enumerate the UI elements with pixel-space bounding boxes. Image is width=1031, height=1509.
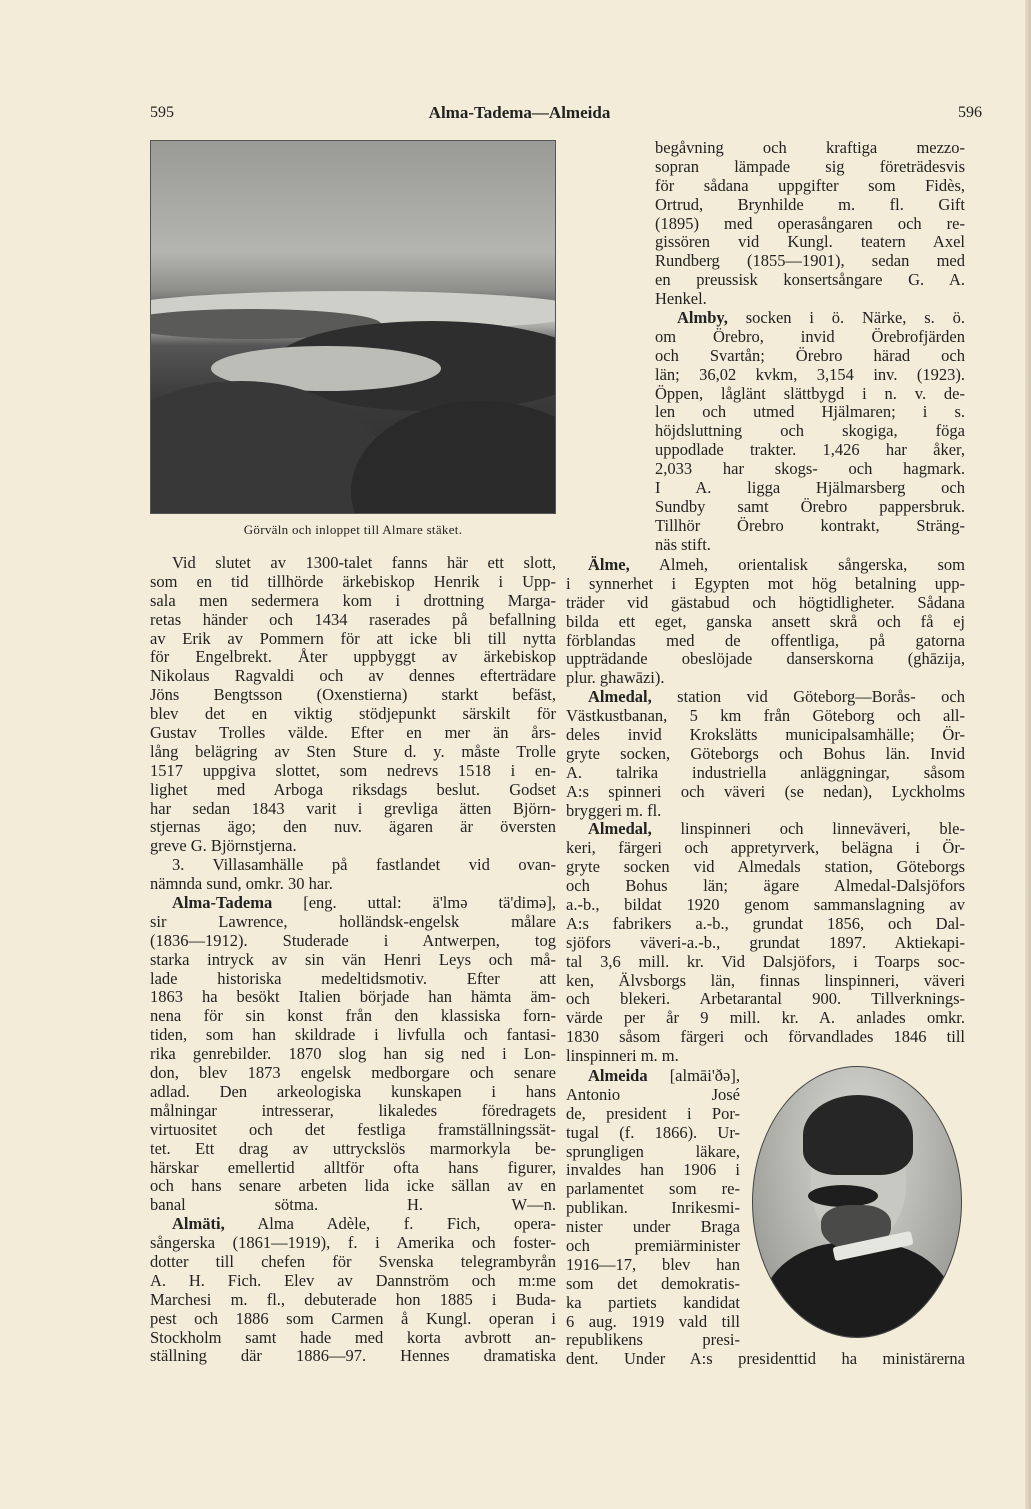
text-line [655, 215, 965, 234]
text-line [566, 1313, 740, 1332]
text-line [566, 707, 965, 726]
text-line [150, 648, 556, 667]
text-line [150, 913, 556, 932]
text-line [566, 1086, 740, 1105]
text-line [150, 781, 556, 800]
line-text: nämnda sund, omkr. 30 har. [150, 875, 333, 894]
line-text: Sundby samt Örebro pappersbruk. [655, 497, 965, 516]
line-text: och hans senare arbeten lida icke sällan av en [150, 1177, 556, 1196]
text-line [150, 1045, 556, 1064]
entry-first-line [566, 688, 965, 707]
text-line [566, 594, 965, 613]
page-number-right: 596 [958, 104, 982, 121]
line-text: lade historiska medeltidsmotiv. Efter att [150, 969, 556, 988]
text-line [566, 802, 965, 821]
line-text: parlamentet som re- [566, 1180, 740, 1199]
text-line [566, 783, 965, 802]
line-text: don, blev 1873 engelsk medborgare och senare [150, 1064, 556, 1083]
line-text: dent. Under A:s presidenttid ha ministärerna [566, 1350, 965, 1368]
text-line [150, 951, 556, 970]
line-text: virtuositet och det festliga framställningssät- [150, 1120, 556, 1139]
entry-first-line [150, 1215, 556, 1234]
text-line [566, 934, 965, 953]
page-edge [1025, 0, 1031, 1509]
line-text: för Engelbrekt. Åter uppbyggt av ärkebiskop [150, 648, 556, 667]
text-line [655, 536, 965, 555]
line-text: A:s spinneri och väveri (se nedan), Lyckholms [566, 782, 965, 801]
text-line [150, 1140, 556, 1159]
line-text: nena för sin konst från den klassiska forn- [150, 1007, 556, 1026]
line-text: näs stift. [655, 535, 711, 554]
text-line [566, 764, 965, 783]
line-text: Nikolaus Ragvaldi och av dennes efterträdare [150, 667, 556, 686]
line-text: 1830 såsom färgeri och förvandlades 1846 till [566, 1028, 965, 1047]
text-line [150, 611, 556, 630]
line-text: Vid slutet av 1300-talet fanns här ett slott, [172, 554, 556, 572]
text-line [150, 1121, 556, 1140]
text-line [566, 1028, 965, 1047]
text-line [655, 366, 965, 385]
line-text: har sedan 1843 varit i grevliga ätten Björn- [150, 799, 556, 818]
line-text: om Örebro, invid Örebrofjärden [655, 327, 965, 346]
text-line [150, 932, 556, 951]
running-title: Alma-Tadema—Almeida [428, 103, 611, 122]
line-text: värde per år 9 mill. kr. A. anlades omkr. [566, 1009, 965, 1028]
line-text: Västkustbanan, 5 km från Göteborg och all- [566, 707, 965, 726]
text-line [566, 1350, 965, 1369]
line-text: (1836—1912). Studerade i Antwerpen, tog [150, 931, 556, 950]
text-line [566, 1237, 740, 1256]
text-line [150, 705, 556, 724]
entry-first-line [566, 1067, 740, 1086]
text-line [150, 1064, 556, 1083]
line-text: Jöns Bengtsson (Oxenstierna) starkt befäst, [150, 686, 556, 705]
text-line [150, 875, 556, 894]
text-line [566, 613, 965, 632]
line-text: begåvning och kraftiga mezzo- [655, 139, 965, 157]
text-line [566, 1218, 740, 1237]
text-line [150, 818, 556, 837]
text-line [566, 1124, 740, 1143]
line-text: bilda ett eget, ganska ansett skrå och få ej [566, 612, 965, 631]
line-text: gryte socken vid Almedals station, Göteborgs [566, 858, 965, 877]
text-line [566, 972, 965, 991]
text-line [150, 573, 556, 592]
line-text: linspinneri och linneväveri, ble- [651, 820, 965, 839]
text-line [566, 1180, 740, 1199]
line-text: (1895) med operasångaren och re- [655, 214, 965, 233]
text-line [655, 479, 965, 498]
text-line [150, 743, 556, 762]
text-line [150, 686, 556, 705]
text-line [655, 385, 965, 404]
line-text: målningar intresserar, likaledes föredragets [150, 1101, 556, 1120]
line-text: Öppen, låglänt slättbygd i n. v. de- [655, 384, 965, 403]
line-text: len och utmed Hjälmaren; i s. [655, 403, 965, 422]
line-text: blev det en viktig stödjepunkt särskilt för [150, 705, 556, 724]
entry-headword: Almby, [677, 309, 728, 328]
line-text: 2,033 har skogs- och hagmark. [655, 460, 965, 479]
line-text: lighet med Arboga riksdags beslut. Godset [150, 780, 556, 799]
line-text: ka partiets kandidat [566, 1293, 740, 1312]
line-text: uppträdande obeslöjade danserskorna (ghāzija, [566, 650, 965, 669]
text-line [566, 669, 965, 688]
entry-headword: Almeida [588, 1067, 648, 1085]
line-text: stjernas ägo; den nuv. ägaren är översten [150, 818, 556, 837]
line-text: Henkel. [655, 290, 707, 309]
entry-headword: Almedal, [588, 688, 652, 707]
entry-first-line [566, 820, 965, 839]
line-text: som det demokratis- [566, 1274, 740, 1293]
line-text: publikan. Inrikesmi- [566, 1199, 740, 1218]
line-text: 1863 ha besökt Italien började han hämta äm- [150, 988, 556, 1007]
portrait-photo [752, 1066, 962, 1338]
text-line [150, 970, 556, 989]
text-line [150, 837, 556, 856]
photo-caption: Görväln och inloppet till Almare stäket. [243, 522, 463, 537]
line-text: banal sötma. H. W—n. [150, 1196, 556, 1215]
line-text: nister under Braga [566, 1218, 740, 1237]
line-text: Marchesi m. fl., debuterade hon 1885 i Buda- [150, 1290, 556, 1309]
line-text: bryggeri m. fl. [566, 801, 662, 820]
line-text: invaldes han 1906 i [566, 1161, 740, 1180]
text-line [655, 517, 965, 536]
text-line [566, 858, 965, 877]
line-text: och blekeri. Arbetarantal 900. Tillverknings- [566, 990, 965, 1009]
text-line [655, 139, 965, 158]
text-line [150, 856, 556, 875]
entry-headword: Alma-Tadema [172, 894, 273, 913]
line-text: i synnerhet i Egypten mot hög betalning upp- [566, 574, 965, 593]
line-text: förblandas med de offentliga, på gatorna [566, 631, 965, 650]
line-text: I A. ligga Hjälmarsberg och [655, 479, 965, 498]
text-line [150, 592, 556, 611]
text-line [566, 1143, 740, 1162]
text-line [566, 1105, 740, 1124]
entry-headword: Almedal, [588, 820, 652, 839]
text-line [150, 630, 556, 649]
line-text: lång belägring av Sten Sture d. y. måste Trolle [150, 742, 556, 761]
line-text: [almāi'ðə], [647, 1067, 740, 1085]
text-line [566, 1331, 740, 1350]
entry-first-line [150, 894, 556, 913]
text-line [566, 632, 965, 651]
entry-headword: Almäti, [172, 1215, 225, 1234]
text-line [150, 1291, 556, 1310]
text-line [566, 745, 965, 764]
text-line [566, 1256, 740, 1275]
line-text: retas händer och 1434 raserades på befallning [150, 610, 556, 629]
line-text: adlad. Den arkeologiska kunskapen i hans [150, 1082, 556, 1101]
line-text: station vid Göteborg—Borås- och [651, 688, 965, 707]
line-text: Tillhör Örebro kontrakt, Sträng- [655, 516, 965, 535]
line-text: dotter till chefen för Svenska telegrambyrån [150, 1252, 556, 1271]
line-text: tiden, som han skildrade i livfulla och fantasi- [150, 1026, 556, 1045]
right-column-top [655, 139, 965, 555]
line-text: Almeh, orientalisk sångerska, som [629, 556, 965, 574]
line-text: sir Lawrence, holländsk-engelsk målare [150, 912, 556, 931]
text-line [566, 1161, 740, 1180]
line-text: och Svartån; Örebro härad och [655, 346, 965, 365]
text-line [150, 1234, 556, 1253]
right-column-narrow [566, 1067, 740, 1350]
line-text: Antonio José [566, 1085, 740, 1104]
text-line [655, 252, 965, 271]
text-line [150, 800, 556, 819]
left-column [150, 554, 556, 1366]
text-line [655, 422, 965, 441]
line-text: A:s fabrikers a.-b., grundat 1856, och Dal- [566, 914, 965, 933]
line-text: en preussisk konsertsångare G. A. [655, 271, 965, 290]
line-text: socken i ö. Närke, s. ö. [727, 309, 965, 328]
text-line [150, 554, 556, 573]
page-number-left: 595 [150, 104, 174, 121]
text-line [566, 1199, 740, 1218]
line-text: uppodlade trakter. 1,426 har åker, [655, 441, 965, 460]
text-line [150, 1310, 556, 1329]
text-line [566, 650, 965, 669]
line-text: sala men sedermera kom i drottning Marga- [150, 591, 556, 610]
line-text: gryte socken, Göteborgs och Bohus län. Invid [566, 744, 965, 763]
text-line [655, 498, 965, 517]
line-text: de, president i Por- [566, 1104, 740, 1123]
line-text: [eng. uttal: ä'lmə tä'dimə], [272, 894, 556, 913]
line-text: deles invid Krokslätts municipalsamhälle; Ör- [566, 726, 965, 745]
text-line [150, 1083, 556, 1102]
text-line [150, 1196, 556, 1215]
line-text: och Bohus län; ägare Almedal-Dalsjöfors [566, 877, 965, 896]
text-line [655, 441, 965, 460]
text-line [655, 328, 965, 347]
text-line [655, 290, 965, 309]
line-text: pest och 1886 som Carmen å Kungl. operan i [150, 1309, 556, 1328]
text-line [150, 1347, 556, 1366]
line-text: rika genrebilder. 1870 slog han sig ned i Lon- [150, 1045, 556, 1064]
line-text: 6 aug. 1919 vald till [566, 1312, 740, 1331]
text-line [566, 915, 965, 934]
text-line [566, 1294, 740, 1313]
line-text: starka intryck av sin vän Henri Leys och må- [150, 950, 556, 969]
line-text: plur. ghawāzi). [566, 669, 665, 688]
line-text: av Erik av Pommern för att icke bli till nytta [150, 629, 556, 648]
text-line [655, 177, 965, 196]
text-line [566, 1009, 965, 1028]
line-text: höjdsluttning och skogiga, föga [655, 422, 965, 441]
text-line [150, 1329, 556, 1348]
entry-headword: Älme, [588, 556, 630, 574]
line-text: keri, färgeri och appretyrverk, belägna i Ör- [566, 839, 965, 858]
entry-first-line [655, 309, 965, 328]
text-line [566, 1047, 965, 1066]
line-text: som en tid tillhörde ärkebiskop Henrik i Upp- [150, 572, 556, 591]
line-text: härskar emellertid alltför ofta hans figurer, [150, 1158, 556, 1177]
text-line [655, 347, 965, 366]
text-line [150, 1102, 556, 1121]
line-text: sprungligen läkare, [566, 1142, 740, 1161]
text-line [566, 575, 965, 594]
line-text: Stockholm samt hade med korta avbrott an- [150, 1328, 556, 1347]
text-line [655, 271, 965, 290]
line-text: Ortrud, Brynhilde m. fl. Gift [655, 195, 965, 214]
entry-first-line [566, 556, 965, 575]
text-line [566, 896, 965, 915]
right-column-middle [566, 556, 965, 1066]
text-line [150, 1253, 556, 1272]
text-line [655, 196, 965, 215]
landscape-photo [150, 140, 556, 514]
line-text: linspinneri m. m. [566, 1047, 679, 1066]
line-text: sjöfors väveri-a.-b., grundat 1897. Aktiekapi- [566, 933, 965, 952]
text-line [150, 988, 556, 1007]
line-text: träder vid gästabud och högtidligheter. Sådana [566, 593, 965, 612]
text-line [150, 667, 556, 686]
text-line [655, 460, 965, 479]
text-line [150, 724, 556, 743]
line-text: ken, Älvsborgs län, finnas linspinneri, väveri [566, 971, 965, 990]
line-text: A. H. Fich. Elev av Dannström och m:me [150, 1271, 556, 1290]
text-line [566, 1275, 740, 1294]
line-text: tal 3,6 mill. kr. Vid Dalsjöfors, i Toarps soc- [566, 952, 965, 971]
right-column-bottom [566, 1350, 965, 1369]
line-text: Gustav Trolles välde. Efter en mer än års- [150, 724, 556, 743]
line-text: för sådana uppgifter som Fidès, [655, 176, 965, 195]
line-text: 1517 uppgiva slottet, som nedrevs 1518 i en- [150, 761, 556, 780]
text-line [150, 1026, 556, 1045]
line-text: län; 36,02 kvkm, 3,154 inv. (1923). [655, 365, 965, 384]
text-line [655, 158, 965, 177]
line-text: ställning där 1886—97. Hennes dramatiska [150, 1347, 556, 1366]
line-text: 3. Villasamhälle på fastlandet vid ovan- [172, 856, 556, 875]
line-text: och premiärminister [566, 1237, 740, 1256]
line-text: A. talrika industriella anläggningar, såsom [566, 763, 965, 782]
text-line [150, 1177, 556, 1196]
line-text: gissören vid Kungl. teatern Axel [655, 233, 965, 252]
text-line [566, 726, 965, 745]
line-text: sångerska (1861—1919), f. i Amerika och foster- [150, 1234, 556, 1253]
text-line [150, 1159, 556, 1178]
text-line [566, 839, 965, 858]
line-text: republikens presi- [566, 1331, 740, 1350]
line-text: 1916—17, blev han [566, 1255, 740, 1274]
text-line [655, 233, 965, 252]
text-line [566, 953, 965, 972]
text-line [566, 877, 965, 896]
text-line [150, 1007, 556, 1026]
line-text: Rundberg (1855—1901), sedan med [655, 252, 965, 271]
line-text: tet. Ett drag av uttryckslös marmorkyla be- [150, 1139, 556, 1158]
text-line [566, 990, 965, 1009]
line-text: Alma Adèle, f. Fich, opera- [224, 1215, 556, 1234]
text-line [655, 403, 965, 422]
line-text: tugal (f. 1866). Ur- [566, 1123, 740, 1142]
line-text: greve G. Björnstjerna. [150, 837, 297, 856]
line-text: a.-b., bildat 1920 genom sammanslagning av [566, 896, 965, 915]
line-text: sopran lämpade sig företrädesvis [655, 157, 965, 176]
text-line [150, 1272, 556, 1291]
text-line [150, 762, 556, 781]
